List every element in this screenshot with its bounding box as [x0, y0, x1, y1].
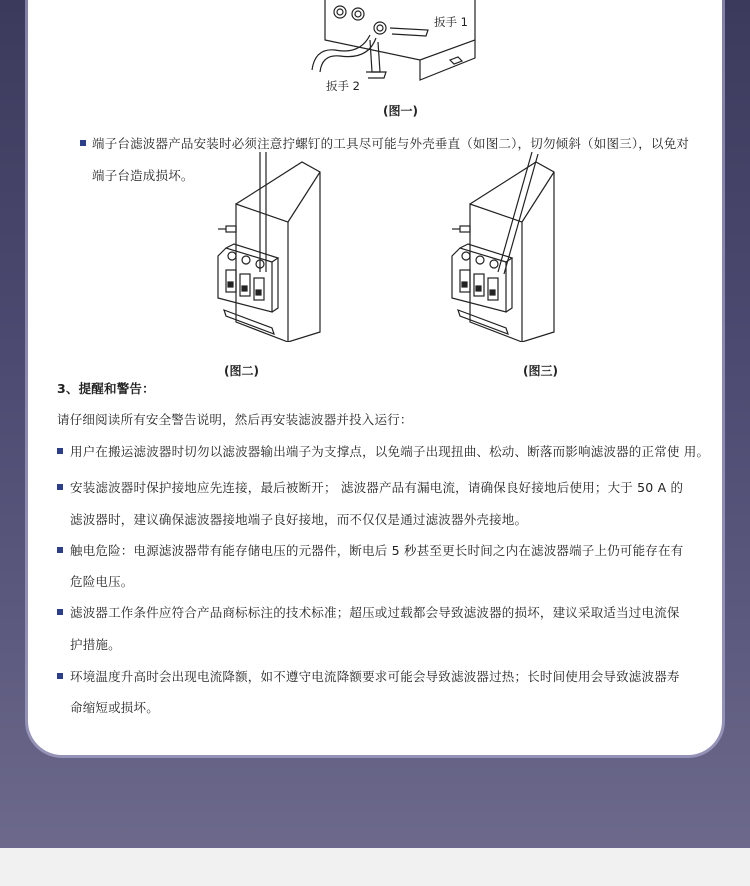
warning-2-line1: 安装滤波器时保护接地应先连接，最后被断开； 滤波器产品有漏电流，请确保良好接地后使用；大于 50 A 的	[70, 480, 684, 495]
bullet-marker	[57, 673, 63, 679]
bullet-marker	[80, 140, 86, 146]
intro-bullet-line1: 端子台滤波器产品安装时必须注意拧螺钉的工具尽可能与外壳垂直（如图二），切勿倾斜（如图三），以免对	[92, 136, 690, 151]
figure3-illustration	[446, 152, 576, 342]
warning-4-line1: 滤波器工作条件应符合产品商标标注的技术标准；超压或过载都会导致滤波器的损坏，建议采取适当过电流保	[70, 605, 680, 620]
bullet-marker	[57, 609, 63, 615]
figure2-illustration	[212, 152, 322, 342]
figure1-wrench1-label: 扳手 1	[434, 15, 468, 29]
warning-5-line1: 环境温度升高时会出现电流降额，如不遵守电流降额要求可能会导致滤波器过热；长时间使用会导致滤波器寿	[70, 669, 680, 684]
intro-bullet-line2: 端子台造成损坏。	[92, 168, 194, 183]
warning-3-line1: 触电危险：电源滤波器带有能存储电压的元器件，断电后 5 秒甚至更长时间之内在滤波器端子上仍可能存在有	[70, 543, 684, 558]
content-card	[28, 0, 722, 755]
bullet-marker	[57, 484, 63, 490]
figure1-wrench2-label: 扳手 2	[326, 79, 360, 93]
section-intro: 请仔细阅读所有安全警告说明，然后再安装滤波器并投入运行：	[57, 412, 413, 427]
figure1-caption: (图一)	[383, 104, 418, 118]
bullet-marker	[57, 448, 63, 454]
warning-5-line2: 命缩短或损坏。	[70, 700, 159, 715]
bullet-marker	[57, 547, 63, 553]
figure3-caption: (图三)	[523, 364, 558, 378]
figure2-caption: (图二)	[224, 364, 259, 378]
warning-2-line2: 滤波器时，建议确保滤波器接地端子良好接地，而不仅仅是通过滤波器外壳接地。	[70, 512, 528, 527]
section-heading: 3、提醒和警告：	[57, 381, 155, 396]
warning-1-line1: 用户在搬运滤波器时切勿以滤波器输出端子为支撑点，以免端子出现扭曲、松动、断落而影响滤波器的正常使 用。	[70, 444, 710, 459]
page-footer-strip	[0, 848, 750, 886]
warning-4-line2: 护措施。	[70, 637, 121, 652]
warning-3-line2: 危险电压。	[70, 574, 134, 589]
